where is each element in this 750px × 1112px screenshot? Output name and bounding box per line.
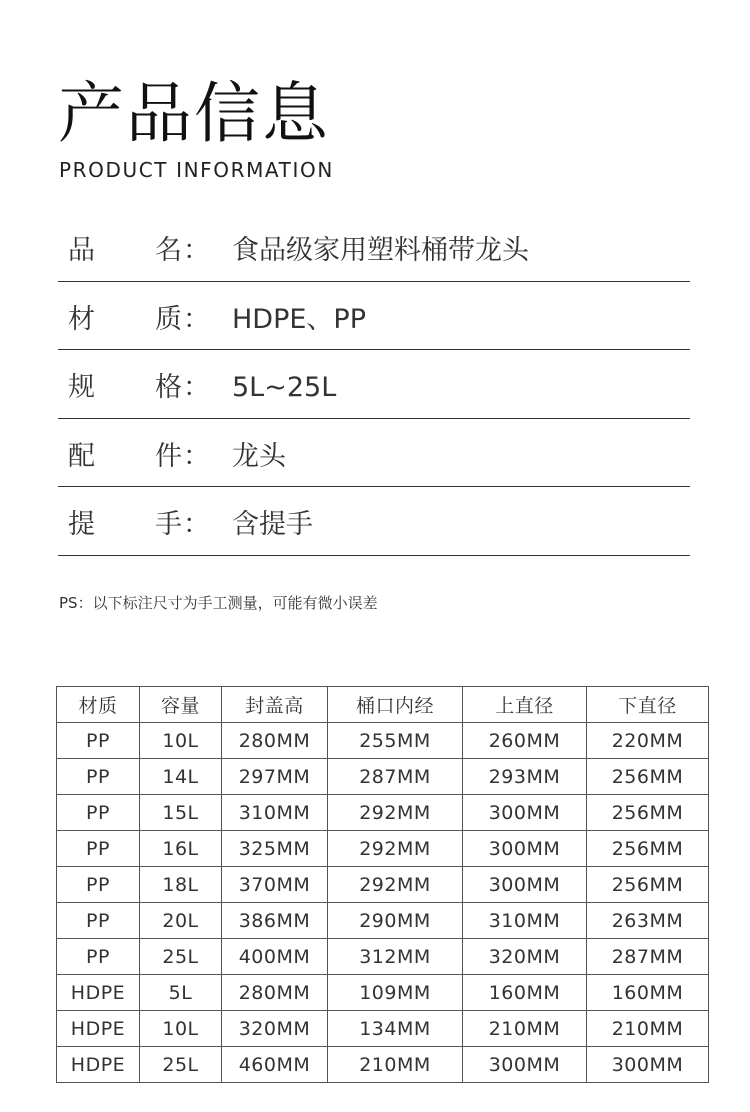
table-cell: 134MM [328,1011,463,1047]
product-info-list [58,213,690,556]
table-cell: HDPE [57,1011,140,1047]
table-cell: 297MM [222,759,328,795]
column-header: 材质 [57,687,140,723]
table-cell: PP [57,759,140,795]
table-cell: 292MM [328,831,463,867]
info-row-name [58,213,690,282]
info-value: 含提手 [232,509,313,540]
table-cell: 293MM [463,759,587,795]
table-cell: PP [57,903,140,939]
table-cell: 210MM [587,1011,709,1047]
table-row [57,723,709,759]
info-label: 提 [68,509,95,540]
table-cell: HDPE [57,1047,140,1083]
table-cell: 312MM [328,939,463,975]
column-header: 封盖高 [222,687,328,723]
info-colon: ： [183,235,210,266]
table-cell: 20L [140,903,222,939]
table-cell: 160MM [587,975,709,1011]
table-row [57,903,709,939]
table-cell: 292MM [328,795,463,831]
table-cell: 287MM [328,759,463,795]
table-row [57,795,709,831]
info-label: 材 [68,303,95,335]
table-cell: 210MM [463,1011,587,1047]
table-cell: PP [57,867,140,903]
table-cell: 15L [140,795,222,831]
table-cell: 5L [140,975,222,1011]
table-cell: 263MM [587,903,709,939]
table-cell: 310MM [222,795,328,831]
info-label: 配 [68,440,95,472]
table-cell: 320MM [222,1011,328,1047]
table-cell: 220MM [587,723,709,759]
table-cell: 25L [140,939,222,975]
table-cell: 300MM [587,1047,709,1083]
table-cell: 256MM [587,759,709,795]
table-cell: 310MM [463,903,587,939]
info-value: 食品级家用塑料桶带龙头 [232,235,529,266]
info-colon: ： [183,509,210,540]
table-cell: 287MM [587,939,709,975]
info-label: 品 [68,235,95,266]
column-header: 桶口内经 [328,687,463,723]
table-cell: 256MM [587,867,709,903]
table-cell: 290MM [328,903,463,939]
table-cell: 370MM [222,867,328,903]
table-cell: 300MM [463,1047,587,1083]
table-cell: 18L [140,867,222,903]
table-cell: 160MM [463,975,587,1011]
column-header: 下直径 [587,687,709,723]
measurement-note: PS：以下标注尺寸为手工测量，可能有微小误差 [59,594,378,612]
info-colon: ： [183,440,210,472]
info-label: 质 [155,303,182,335]
table-cell: 256MM [587,795,709,831]
table-cell: 25L [140,1047,222,1083]
table-cell: 260MM [463,723,587,759]
table-cell: 386MM [222,903,328,939]
table-cell: 325MM [222,831,328,867]
table-cell: PP [57,831,140,867]
table-row [57,1047,709,1083]
table-cell: 14L [140,759,222,795]
info-row-accessory [58,419,690,488]
table-header-row [57,687,709,723]
table-cell: 300MM [463,867,587,903]
table-cell: 210MM [328,1047,463,1083]
info-row-material [58,282,690,351]
table-row [57,867,709,903]
table-cell: PP [57,939,140,975]
info-label: 件 [155,440,182,472]
table-body [57,723,709,1083]
table-cell: 300MM [463,795,587,831]
info-value: 龙头 [232,440,286,472]
table-row [57,759,709,795]
info-value: HDPE、PP [232,303,366,335]
table-cell: 255MM [328,723,463,759]
table-cell: 109MM [328,975,463,1011]
column-header: 容量 [140,687,222,723]
table-cell: 256MM [587,831,709,867]
table-cell: 280MM [222,975,328,1011]
table-cell: PP [57,723,140,759]
table-cell: 300MM [463,831,587,867]
table-cell: 10L [140,1011,222,1047]
info-label: 手 [155,509,182,540]
info-label: 名 [155,235,182,266]
table-row [57,831,709,867]
table-cell: 292MM [328,867,463,903]
info-row-handle [58,487,690,556]
table-cell: PP [57,795,140,831]
info-colon: ： [183,372,210,403]
page-title: 产品信息 [58,75,330,152]
info-value: 5L~25L [232,372,337,403]
table-cell: 460MM [222,1047,328,1083]
table-cell: 400MM [222,939,328,975]
table-cell: HDPE [57,975,140,1011]
table-cell: 320MM [463,939,587,975]
table-row [57,939,709,975]
table-cell: 16L [140,831,222,867]
table-cell: 10L [140,723,222,759]
info-colon: ： [183,303,210,335]
table-row [57,975,709,1011]
column-header: 上直径 [463,687,587,723]
spec-table [56,686,709,1083]
page-subtitle: PRODUCT INFORMATION [59,158,334,182]
info-label: 格 [155,372,182,403]
table-cell: 280MM [222,723,328,759]
info-label: 规 [68,372,95,403]
table-row [57,1011,709,1047]
info-row-spec [58,350,690,419]
